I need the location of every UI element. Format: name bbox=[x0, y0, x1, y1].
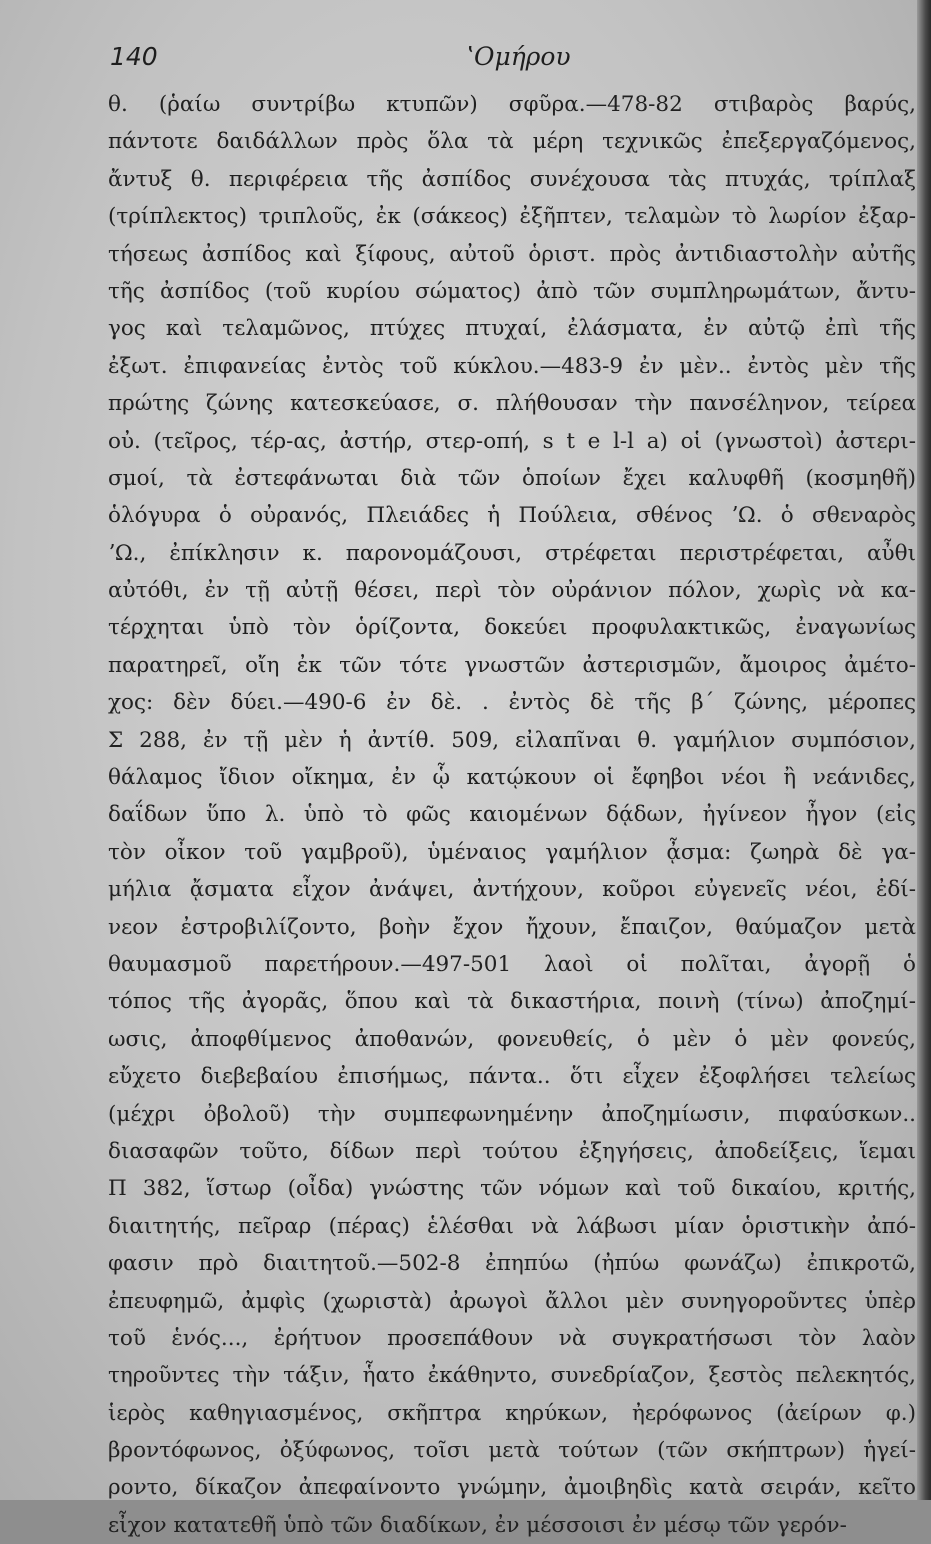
text-line: θάλαμος ἴδιον οἴκημα, ἐν ᾧ κατῴκουν οἱ ἔφηβοι νέοι ἢ νεάνιδες, bbox=[108, 765, 916, 791]
text-line: θ. (ῥαίω συντρίβω κτυπῶν) σφῦρα.—478-82 στιβαρὸς βαρύς, bbox=[108, 92, 916, 117]
text-line: τὸν οἶκον τοῦ γαμβροῦ), ὑμέναιος γαμήλιον ᾆσμα: ζωηρὰ δὲ γα- bbox=[108, 839, 916, 865]
text-line: τηροῦντες τὴν τάξιν, ἧατο ἐκάθηντο, συνεδρίαζον, ξεστὸς πελεκητός, bbox=[108, 1363, 916, 1389]
text-line: ωσις, ἀποφθίμενος ἀποθανών, φονευθείς, ὁ μὲν ὁ μὲν φονεύς, bbox=[108, 1026, 916, 1052]
text-line: τοῦ ἑνός..., ἐρήτυον προσεπάθουν νὰ συγκρατήσωσι τὸν λαὸν bbox=[108, 1325, 916, 1351]
text-line: Π 382, ἵστωρ (οἶδα) γνώστης τῶν νόμων καὶ τοῦ δικαίου, κριτής, bbox=[108, 1176, 916, 1202]
text-line: χος: δὲν δύει.—490-6 ἐν δὲ. . ἐντὸς δὲ τῆς β΄ ζώνης, μέροπες bbox=[108, 690, 916, 716]
text-line: βροντόφωνος, ὀξύφωνος, τοῖσι μετὰ τούτων (τῶν σκήπτρων) ἡγεί- bbox=[108, 1438, 916, 1464]
text-line: Σ 288, ἐν τῇ μὲν ἡ ἀντίθ. 509, εἰλαπῖναι θ. γαμήλιον συμπόσιον, bbox=[108, 727, 916, 753]
text-line: ἐπευφημῶ, ἀμφὶς (χωριστὰ) ἀρωγοὶ ἄλλοι μὲν συνηγοροῦντες ὑπὲρ bbox=[108, 1288, 916, 1314]
text-line: μήλια ᾄσματα εἶχον ἀνάψει, ἀντήχουν, κοῦροι εὐγενεῖς νέοι, ἐδί- bbox=[108, 877, 916, 903]
book-spine-shadow bbox=[917, 0, 931, 1500]
text-line: τῆς ἀσπίδος (τοῦ κυρίου σώματος) ἀπὸ τῶν συμπληρωμάτων, ἄντυ- bbox=[108, 278, 916, 304]
text-line: τήσεως ἀσπίδος καὶ ξίφους, αὐτοῦ ὁριστ. πρὸς ἀντιδιαστολὴν αὐτῆς bbox=[108, 241, 916, 267]
text-line: ἐξωτ. ἐπιφανείας ἐντὸς τοῦ κύκλου.—483-9 ἐν μὲν.. ἐντὸς μὲν τῆς bbox=[108, 353, 916, 379]
text-line: (μέχρι ὀβολοῦ) τὴν συμπεφωνημένην ἀποζημίωσιν, πιφαύσκων.. bbox=[108, 1101, 916, 1127]
text-line: αὐτόθι, ἐν τῇ αὐτῇ θέσει, περὶ τὸν οὐράνιον πόλον, χωρὶς νὰ κα- bbox=[108, 578, 916, 604]
page-number: 140 bbox=[110, 42, 158, 71]
text-line: ὁλόγυρα ὁ οὐρανός, Πλειάδες ἡ Πούλεια, σθένος ʼΩ. ὁ σθεναρὸς bbox=[108, 503, 916, 529]
text-line: παρατηρεῖ, οἴη ἐκ τῶν τότε γνωστῶν ἀστερισμῶν, ἄμοιρος ἀμέτο- bbox=[108, 652, 916, 678]
text-line: ʼΩ., ἐπίκλησιν κ. παρονομάζουσι, στρέφεται περιστρέφεται, αὖθι bbox=[108, 540, 916, 566]
text-line: (τρίπλεκτος) τριπλοῦς, ἐκ (σάκεος) ἐξῆπτεν, τελαμὼν τὸ λωρίον ἐξαρ- bbox=[108, 204, 916, 230]
running-title: ʽΟμήρου bbox=[466, 42, 571, 71]
text-line: τόπος τῆς ἀγορᾶς, ὅπου καὶ τὰ δικαστήρια, ποινὴ (τίνω) ἀποζημί- bbox=[108, 989, 916, 1015]
text-line: διαιτητής, πεῖραρ (πέρας) ἑλέσθαι νὰ λάβωσι μίαν ὁριστικὴν ἀπό- bbox=[108, 1213, 916, 1239]
page-header bbox=[110, 42, 910, 82]
text-line: δαΐδων ὕπο λ. ὑπὸ τὸ φῶς καιομένων δᾴδων, ἠγίνεον ἦγον (εἰς bbox=[108, 802, 916, 828]
text-line: πάντοτε δαιδάλλων πρὸς ὅλα τὰ μέρη τεχνικῶς ἐπεξεργαζόμενος, bbox=[108, 129, 916, 155]
text-line: σμοί, τὰ ἐστεφάνωται διὰ τῶν ὁποίων ἔχει καλυφθῆ (κοσμηθῆ) bbox=[108, 465, 916, 491]
text-line: τέρχηται ὑπὸ τὸν ὁρίζοντα, δοκεύει προφυλακτικῶς, ἐναγωνίως bbox=[108, 615, 916, 641]
text-line: γος καὶ τελαμῶνος, πτύχες πτυχαί, ἐλάσματα, ἐν αὐτῷ ἐπὶ τῆς bbox=[108, 316, 916, 342]
text-line: εἶχον κατατεθῆ ὑπὸ τῶν διαδίκων, ἐν μέσσοισι ἐν μέσῳ τῶν γερόν- bbox=[108, 1512, 847, 1538]
text-line: οὐ. (τεῖρος, τέρ-ας, ἀστήρ, στερ-οπή, s t e l-l a) οἱ (γνωστοὶ) ἀστερι- bbox=[108, 428, 916, 454]
text-line: φασιν πρὸ διαιτητοῦ.—502-8 ἐπηπύω (ἠπύω φωνάζω) ἐπικροτῶ, bbox=[108, 1251, 916, 1277]
text-line: νεον ἐστροβιλίζοντο, βοὴν ἔχον ἤχουν, ἔπαιζον, θαύμαζον μετὰ bbox=[108, 914, 916, 940]
text-line: ροντο, δίκαζον ἀπεφαίνοντο γνώμην, ἀμοιβηδὶς κατὰ σειράν, κεῖτο bbox=[108, 1475, 916, 1501]
text-line: εὔχετο διεβεβαίου ἐπισήμως, πάντα.. ὅτι εἶχεν ἐξοφλήσει τελείως bbox=[108, 1064, 916, 1090]
text-line: ἱερὸς καθηγιασμένος, σκῆπτρα κηρύκων, ἠερόφωνος (ἀείρων φ.) bbox=[108, 1400, 916, 1426]
text-line: διασαφῶν τοῦτο, δίδων περὶ τούτου ἐξηγήσεις, ἀποδείξεις, ἵεμαι bbox=[108, 1138, 916, 1164]
text-line: πρώτης ζώνης κατεσκεύασε, σ. πλήθουσαν τὴν πανσέληνον, τείρεα bbox=[108, 391, 916, 417]
text-line: θαυμασμοῦ παρετήρουν.—497-501 λαοὶ οἱ πολῖται, ἀγορῇ ὁ bbox=[108, 951, 916, 977]
commentary-text bbox=[108, 86, 916, 1544]
text-line: ἄντυξ θ. περιφέρεια τῆς ἀσπίδος συνέχουσα τὰς πτυχάς, τρίπλαξ bbox=[108, 166, 916, 192]
